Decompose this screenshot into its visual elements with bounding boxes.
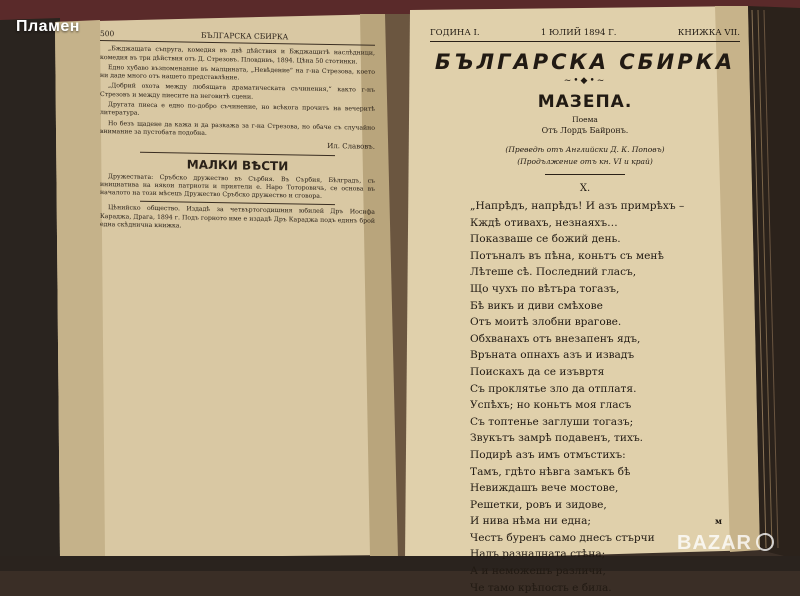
issue-number: КНИЖКА VII. xyxy=(677,28,740,38)
volume-label: ГОДИНА I. xyxy=(430,28,480,38)
divider xyxy=(545,174,625,175)
verse-line: „Напрѣдъ, напрѣдъ! И азъ примрѣхъ – xyxy=(470,200,685,212)
continuation-note: (Продължение отъ кн. VI и край) xyxy=(517,157,653,166)
verse-line: Връната опнахъ азъ и извадъ xyxy=(470,349,635,362)
page-signature-mark: м xyxy=(715,516,722,526)
right-page xyxy=(430,28,740,594)
left-page-number: 500 xyxy=(100,29,115,39)
watermark-text: BAZAR xyxy=(677,532,752,554)
verse-line: А и неможешъ различи, xyxy=(470,565,606,578)
marketplace-watermark xyxy=(677,532,774,555)
verse-line: Що чухъ по вѣтъра тогазъ, xyxy=(470,282,620,295)
watermark-logo-icon xyxy=(756,533,774,551)
verse-line: Тамъ, гдѣто нѣвга замъкъ бѣ xyxy=(470,465,631,478)
verse-line: Честъ буренъ само днесъ стърчи xyxy=(470,531,655,544)
paragraph: „Бжджащата съпруга, комедия въ двѣ дѣйствия и Бжджащитѣ наслѣдници, комедия въ три дѣйствия отъ Д. Стрезовъ. Пловдивъ, 1894. Цѣна 50 стотинки. xyxy=(100,45,375,66)
brand-watermark-top: Пламен xyxy=(16,18,80,35)
verse-line: И нива нѣма ни една; xyxy=(470,515,591,528)
verse-line: Че тамо крѣпость е била. xyxy=(470,581,612,594)
verse-line: Звукътъ замрѣ подавенъ, тихъ. xyxy=(470,432,644,445)
verse-line: Показваше се божий день. xyxy=(470,233,621,246)
verse-line: Поискахъ да се изъвртя xyxy=(470,365,605,378)
verse-line: Бѣ викъ и диви смѣхове xyxy=(470,299,603,312)
issue-date: 1 ЮЛИЙ 1894 Г. xyxy=(540,28,617,38)
verse-line: Отъ моитѣ злобни врагове. xyxy=(470,316,622,329)
paragraph: „Добрий охота между любящата драматическата съчинения,“ както г-нъ Стрезовъ и между пиесите на неговитѣ сцени. xyxy=(100,82,375,101)
news-item: Цѣнийско общество. Издадѣ за четвъртогодишния юбилей Дръ Иосифа Караджа, Драга, 1894 г. Подъ горното име е издадѣ Дръ Караджа подъ единъ брой една скѣднична книжка. xyxy=(100,204,375,230)
verse-line: Съ топтенье заглуши тогазъ; xyxy=(470,415,634,428)
verse-line: Кждѣ отивахъ, незнаяхъ… xyxy=(470,216,618,229)
signature: Ил. Славовъ. xyxy=(327,142,375,152)
poem-title: МАЗЕПА. xyxy=(537,92,633,112)
masthead: БЪЛГАРСКА СБИРКА xyxy=(434,50,736,74)
verse-line: Решетки, ровъ и зидове, xyxy=(470,498,607,511)
ornament: ~•◆•~ xyxy=(563,76,607,86)
verse-line: Подирѣ азъ имъ отмъстихъ: xyxy=(470,448,626,461)
left-page xyxy=(100,30,375,550)
translator-note: (Преведѣ отъ Английски Д. К. Поповъ) xyxy=(505,145,665,154)
paragraph: Другата пиеса е едно по-добро съчинение, но всѣкога прочитъ на вечеритѣ литература. xyxy=(100,101,375,118)
section-title: МАЛКИ ВѢСТИ xyxy=(186,157,289,173)
news-item: Дружествата: Сръбско дружество въ Сърбия. Въ Сърбия, Бѣлградъ, съ инициатива на някои патриоти и приятели е. Наро Тоторовичь, се основа въ началото на този мѣсецъ Дружество Сръбско дружество и сговора. xyxy=(100,172,375,201)
verse-line: Надъ разналната стѣна; xyxy=(470,548,606,561)
left-running-title: БЪЛГАРСКА СБИРКА xyxy=(200,30,289,42)
right-running-head xyxy=(430,28,740,42)
verse-line: Успѣхъ; но коньтъ моя гласъ xyxy=(470,399,632,412)
verse-line: Лѣтеше сѣ. Последний гласъ, xyxy=(470,266,637,279)
poem-subtitle: Поема xyxy=(572,115,598,124)
poem-author: Отъ Лордъ Байронъ. xyxy=(541,126,629,135)
verse-line: Обхванахъ отъ внезапенъ ядъ, xyxy=(470,332,641,345)
verse-line: Съ проклятье зло да отплатя. xyxy=(470,382,637,395)
verse-line: Невиждашъ вече мостове, xyxy=(470,482,619,495)
canto-number: X. xyxy=(579,183,591,194)
paragraph: Но безъ щадене да кажа и да разкажа за г-на Стрезова, но обаче съ случайно внимание за пустобата подобна. xyxy=(100,119,375,137)
paragraph: Едно хубаво възпоменание въ малцината, „Невѣдение“ на г-на Стрезова, което ни даде много отъ нашето представлѣние. xyxy=(100,64,375,82)
verse-line: Потъналъ въ пѣна, коньтъ съ менѣ xyxy=(470,249,664,262)
